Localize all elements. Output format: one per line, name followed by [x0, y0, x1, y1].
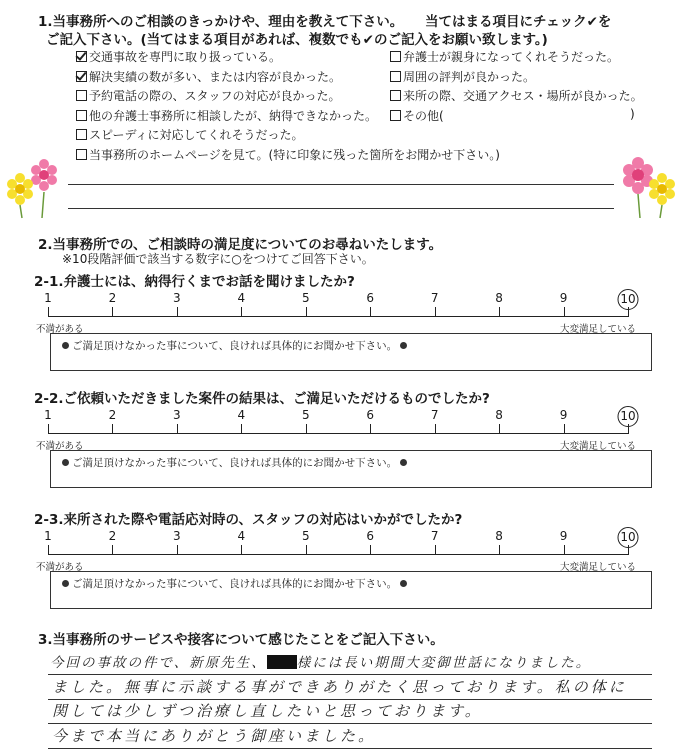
- checkbox[interactable]: [76, 129, 87, 140]
- bullet-dot: [400, 580, 407, 587]
- checkbox-option[interactable]: [390, 107, 444, 124]
- checkbox[interactable]: [76, 149, 87, 160]
- handwritten-line: [50, 651, 591, 671]
- rating-tick: [499, 424, 500, 434]
- rating-number[interactable]: 4: [237, 529, 246, 543]
- bullet-dot: [62, 342, 69, 349]
- rating-number[interactable]: 8: [495, 529, 503, 543]
- handwritten-text: 今まで本当にありがとう御座いました。: [52, 727, 377, 745]
- checkbox-option[interactable]: [390, 87, 643, 104]
- high-satisfaction-label: 大変満足している: [560, 562, 637, 573]
- pink-flower-icon: [31, 159, 57, 191]
- comment-box-text: ご満足頂けなかった事について、良ければ具体的にお聞かせ下さい。: [72, 457, 398, 469]
- rating-scale-line: [36, 291, 637, 335]
- rating-number[interactable]: 3: [173, 408, 181, 422]
- handwritten-text: 関しては少しずつ治療し直したいと思っております。: [52, 702, 483, 720]
- q1-write-line-1: [68, 184, 614, 185]
- comment-box-text: ご満足頂けなかった事について、良ければ具体的にお聞かせ下さい。: [72, 340, 398, 352]
- bullet-dot: [62, 580, 69, 587]
- checkbox[interactable]: [76, 110, 87, 121]
- rating-number[interactable]: 6: [366, 408, 375, 422]
- rating-tick: [370, 307, 371, 317]
- checkbox-checked[interactable]: [76, 51, 87, 62]
- high-satisfaction-label: 大変満足している: [560, 441, 637, 452]
- rating-tick: [435, 545, 436, 555]
- checkbox-option[interactable]: [76, 87, 341, 104]
- rating-tick: [177, 424, 178, 434]
- rating-question-title: 2-1.弁護士には、納得行くまでお話を聞けましたか?: [34, 274, 355, 290]
- checkbox-label: 他の弁護士事務所に相談したが、納得できなかった。: [89, 108, 378, 123]
- checkbox[interactable]: [390, 51, 401, 62]
- rating-tick: [48, 545, 49, 555]
- rating-number[interactable]: 5: [301, 408, 310, 422]
- other-close-paren: ): [630, 107, 635, 121]
- rating-number[interactable]: 7: [430, 529, 439, 543]
- comment-box-label: [59, 455, 410, 470]
- q3-write-line: [48, 674, 652, 675]
- rating-number[interactable]: 2: [108, 408, 117, 422]
- checkbox-option[interactable]: [76, 68, 341, 85]
- rating-number-selected[interactable]: 10: [618, 527, 639, 548]
- rating-number[interactable]: 9: [559, 291, 568, 305]
- checkbox-option[interactable]: [390, 68, 535, 85]
- rating-number[interactable]: 2: [108, 529, 117, 543]
- rating-tick: [370, 545, 371, 555]
- rating-number[interactable]: 7: [430, 291, 439, 305]
- checkbox[interactable]: [390, 90, 401, 101]
- rating-tick: [435, 424, 436, 434]
- low-satisfaction-label: 不満がある: [36, 324, 84, 335]
- rating-number[interactable]: 3: [173, 529, 181, 543]
- checkbox-label: 周囲の評判が良かった。: [403, 69, 536, 84]
- q3-write-line: [48, 748, 652, 749]
- checkbox[interactable]: [76, 90, 87, 101]
- rating-number-selected[interactable]: 10: [618, 289, 639, 310]
- q1-title-right: 当てはまる項目にチェック✔を: [425, 14, 612, 30]
- rating-scale-line: [36, 408, 637, 452]
- checkbox-checked[interactable]: [76, 71, 87, 82]
- checkbox-label: 交通事故を専門に取り扱っている。: [89, 50, 282, 64]
- checkbox-option[interactable]: [76, 146, 500, 163]
- checkbox-option[interactable]: [390, 48, 619, 65]
- yellow-flower-icon: [649, 173, 675, 205]
- q1-title: 1.当事務所へのご相談のきっかけや、理由を教えて下さい。: [38, 14, 404, 30]
- rating-number[interactable]: 3: [173, 291, 181, 305]
- rating-tick: [48, 424, 49, 434]
- rating-scale-line: [36, 529, 637, 573]
- rating-tick: [48, 307, 49, 317]
- flower-decoration-right: [618, 156, 680, 220]
- handwritten-line: [52, 676, 627, 697]
- comment-box[interactable]: [50, 333, 652, 371]
- high-satisfaction-label: 大変満足している: [560, 324, 637, 335]
- checkbox-label: 弁護士が親身になってくれそうだった。: [403, 50, 620, 64]
- comment-box[interactable]: [50, 450, 652, 488]
- handwritten-text: 様には長い期間大変御世話になりました。: [296, 655, 592, 671]
- rating-tick: [306, 545, 307, 555]
- q1-subtitle: ご記入下さい。(当てはまる項目があれば、複数でも✔のご記入をお願い致します。): [46, 32, 548, 48]
- rating-number[interactable]: 1: [44, 291, 52, 305]
- handwritten-line: [52, 725, 376, 746]
- rating-tick: [499, 307, 500, 317]
- low-satisfaction-label: 不満がある: [36, 441, 84, 452]
- rating-tick: [112, 545, 113, 555]
- checkbox[interactable]: [390, 71, 401, 82]
- rating-tick: [499, 545, 500, 555]
- rating-number[interactable]: 5: [301, 529, 310, 543]
- rating-tick: [435, 307, 436, 317]
- rating-tick: [564, 545, 565, 555]
- checkbox-label: その他(: [403, 108, 444, 123]
- q2-note: ※10段階評価で該当する数字に○をつけてご回答下さい。: [62, 252, 374, 266]
- low-satisfaction-label: 不満がある: [36, 562, 84, 573]
- rating-number[interactable]: 1: [44, 529, 52, 543]
- rating-tick: [177, 307, 178, 317]
- checkbox-option[interactable]: [76, 126, 304, 143]
- rating-number[interactable]: 1: [44, 408, 52, 422]
- rating-number[interactable]: 9: [559, 529, 568, 543]
- rating-number[interactable]: 8: [495, 408, 503, 422]
- checkbox-label: 予約電話の際の、スタッフの対応が良かった。: [89, 89, 341, 103]
- bullet-dot: [62, 459, 69, 466]
- rating-number[interactable]: 5: [301, 291, 310, 305]
- handwritten-line: [52, 700, 483, 721]
- pink-flower-icon: [623, 157, 653, 194]
- q3-write-line: [48, 723, 652, 724]
- rating-number[interactable]: 7: [430, 408, 439, 422]
- checkbox-label: 解決実績の数が多い、または内容が良かった。: [89, 69, 342, 84]
- rating-tick: [306, 307, 307, 317]
- comment-box[interactable]: [50, 571, 652, 609]
- handwritten-text: 今回の事故の件で、新原先生、: [50, 655, 267, 671]
- q3-title: 3.当事務所のサービスや接客について感じたことをご記入下さい。: [38, 632, 444, 648]
- rating-tick: [241, 545, 242, 555]
- rating-tick: [241, 424, 242, 434]
- bullet-dot: [400, 459, 407, 466]
- comment-box-label: [59, 576, 410, 591]
- checkbox-label: 当事務所のホームページを見て。(特に印象に残った箇所をお聞かせ下さい。): [89, 147, 500, 162]
- comment-box-label: [59, 338, 410, 353]
- q2-title: 2.当事務所での、ご相談時の満足度についてのお尋ねいたします。: [38, 237, 443, 253]
- rating-number[interactable]: 8: [495, 291, 503, 305]
- checkbox[interactable]: [390, 110, 401, 121]
- bullet-dot: [400, 342, 407, 349]
- rating-tick: [241, 307, 242, 317]
- rating-tick: [112, 424, 113, 434]
- rating-number[interactable]: 9: [559, 408, 568, 422]
- checkbox-label: 来所の際、交通アクセス・場所が良かった。: [403, 89, 643, 103]
- rating-number[interactable]: 6: [366, 291, 375, 305]
- q1-write-line-2: [68, 208, 614, 209]
- checkbox-label: スピーディに対応してくれそうだった。: [89, 128, 304, 142]
- rating-tick: [112, 307, 113, 317]
- rating-number[interactable]: 4: [237, 291, 246, 305]
- yellow-flower-icon: [7, 173, 33, 205]
- handwritten-text: ました。無事に示談する事ができありがたく思っております。私の体に: [52, 678, 627, 696]
- checkbox-option[interactable]: [76, 107, 377, 124]
- flower-decoration-left: [6, 158, 68, 220]
- rating-question-title: 2-3.来所された際や電話応対時の、スタッフの対応はいかがでしたか?: [34, 512, 463, 528]
- comment-box-text: ご満足頂けなかった事について、良ければ具体的にお聞かせ下さい。: [72, 578, 398, 590]
- redacted-name: [267, 655, 297, 669]
- rating-number[interactable]: 2: [108, 291, 117, 305]
- rating-number[interactable]: 6: [366, 529, 375, 543]
- rating-tick: [370, 424, 371, 434]
- rating-question-title: 2-2.ご依頼いただきました案件の結果は、ご満足いただけるものでしたか?: [34, 391, 490, 407]
- rating-number[interactable]: 4: [237, 408, 246, 422]
- checkbox-option[interactable]: [76, 48, 281, 65]
- rating-tick: [177, 545, 178, 555]
- rating-tick: [306, 424, 307, 434]
- rating-tick: [564, 424, 565, 434]
- rating-number-selected[interactable]: 10: [618, 406, 639, 427]
- rating-tick: [564, 307, 565, 317]
